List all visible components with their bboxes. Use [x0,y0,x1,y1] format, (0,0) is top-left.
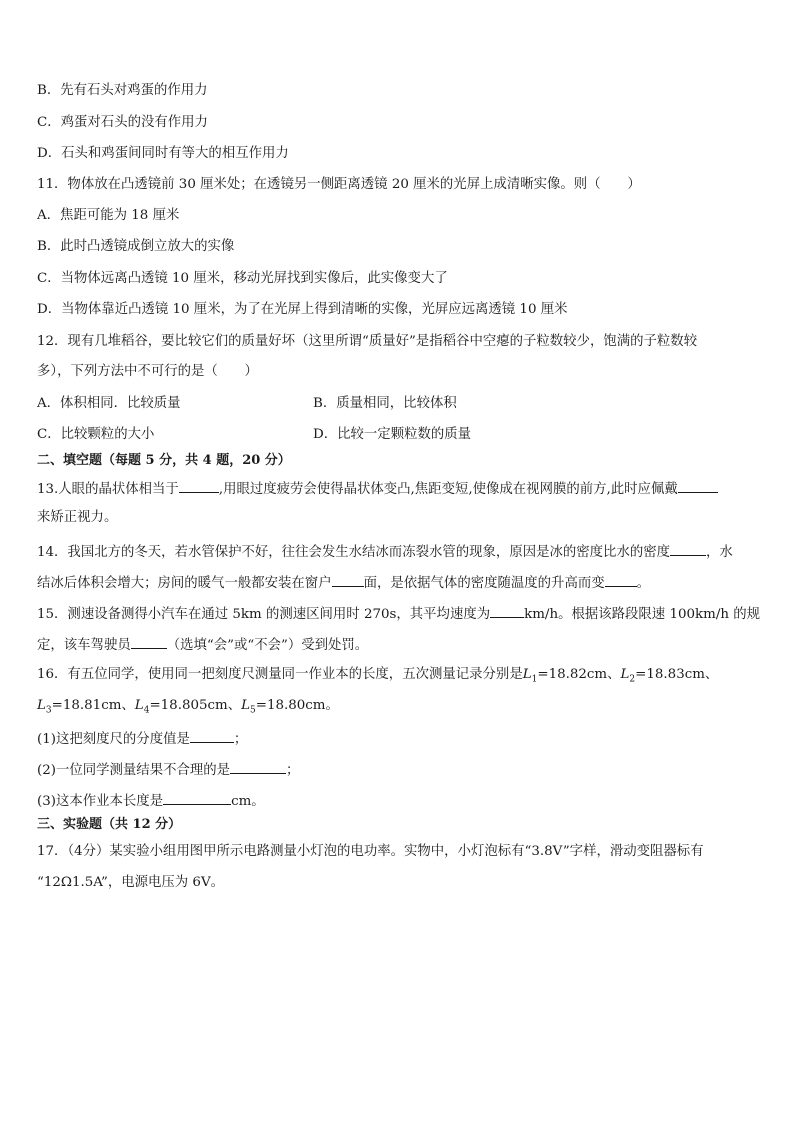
q13-blank-2[interactable] [678,478,718,493]
q16-l3-value: =18.81cm、 [51,698,135,713]
q16-sub2-blank[interactable] [230,759,286,774]
q16-l5-sub: 5 [250,705,256,716]
q10-option-b: B．先有石头对鸡蛋的作用力 [37,83,208,98]
q17-line1: 17．（4分）某实验小组用图甲所示电路测量小灯泡的电功率。实物中，小灯泡标有“3.8V”字样，滑动变阻器标有 [37,844,704,859]
q12-option-a: A．体积相同．比较质量 [37,396,181,411]
q10-option-d: D．石头和鸡蛋间同时有等大的相互作用力 [37,146,289,161]
q16-l4-value: =18.805cm、 [149,698,242,713]
q16-l2-sub: 2 [629,674,636,685]
q15-blank-1[interactable] [490,603,524,618]
section-fill-in-title: 二、填空题（每题 5 分，共 4 题，20 分） [37,453,291,468]
q16-l1-value: =18.82cm、 [537,667,621,682]
q14-text-3: 结冰后体积会增大；房间的暖气一般都安装在窗户 [37,576,332,591]
q13-line1 [37,478,718,500]
q12-option-b: B．质量相同，比较体积 [313,396,457,411]
q15-line1 [37,603,760,625]
q16-sub2-end: ； [286,763,300,778]
q14-blank-3[interactable] [605,572,637,587]
q16-stem-text: 16．有五位同学，使用同一把刻度尺测量同一作业本的长度，五次测量记录分别是 [37,667,523,682]
q14-blank-1[interactable] [670,541,706,556]
section-experiment-title: 三、实验题（共 12 分） [37,817,182,832]
q16-sub2-text: (2)一位同学测量结果不合理的是 [37,763,231,778]
q15-text-2: km/h。根据该路段限速 100km/h 的规 [524,607,760,622]
q14-line1 [37,541,733,563]
q16-sub3 [37,790,265,812]
q14-text-2: ，水 [706,545,733,560]
q13-blank-1[interactable] [179,478,219,493]
q16-sub1 [37,728,247,750]
q16-stem-line1 [37,665,718,690]
q14-line2 [37,572,650,594]
q15-text-3: 定，该车驾驶员 [37,638,131,653]
q11-option-c: C．当物体远离凸透镜 10 厘米，移动光屏找到实像后，此实像变大了 [37,271,448,286]
q14-blank-2[interactable] [332,572,364,587]
q16-sub3-end: cm。 [231,794,265,809]
q11-option-b: B．此时凸透镜成倒立放大的实像 [37,239,235,254]
q14-text-5: 。 [636,576,651,591]
q16-l4-sub: 4 [143,705,150,716]
q16-l2-value: =18.83cm、 [635,667,719,682]
q16-l3-symbol: L [37,698,46,713]
q12-option-c: C．比较颗粒的大小 [37,427,155,442]
q16-l2-symbol: L [620,667,630,682]
q11-option-d: D．当物体靠近凸透镜 10 厘米，为了在光屏上得到清晰的实像，光屏应远离透镜 10 厘米 [37,302,568,317]
q13-text-2: ,用眼过度疲劳会使得晶状体变凸,焦距变短,使像成在视网膜的前方,此时应佩戴 [218,482,678,497]
q12-options-row2 [37,425,757,445]
q12-options-row1 [37,394,757,414]
q11-option-a: A．焦距可能为 18 厘米 [37,208,180,223]
q15-text-1: 15．测速设备测得小汽车在通过 5km 的测速区间用时 270s，其平均速度为 [37,607,491,622]
q16-sub1-text: (1)这把刻度尺的分度值是 [37,732,190,747]
q16-l4-symbol: L [134,698,144,713]
q12-stem-line2: 多），下列方法中不可行的是（ ） [37,364,258,379]
q16-sub3-text: (3)这本作业本长度是 [37,794,164,809]
q16-stem-line2 [37,696,339,721]
q16-l1-symbol: L [522,667,532,682]
q15-text-4: （选填“会”或“不会”）受到处罚。 [166,638,369,653]
q16-sub1-blank[interactable] [190,728,234,743]
q16-l3-sub: 3 [45,705,52,716]
q12-stem-line1: 12．现有几堆稻谷，要比较它们的质量好坏（这里所谓“质量好”是指稻谷中空瘪的子粒数较少，饱满的子粒数较 [37,334,698,349]
q12-option-d: D．比较一定颗粒数的质量 [313,427,472,442]
q15-line2 [37,634,368,656]
q16-l5-value: =18.80cm。 [255,698,339,713]
q16-sub2 [37,759,299,781]
q17-line2: “12Ω1.5A”，电源电压为 6V。 [37,875,225,890]
q13-text-1: 13.人眼的晶状体相当于 [37,482,179,497]
q16-l1-sub: 1 [531,674,538,685]
q14-text-1: 14．我国北方的冬天，若水管保护不好，往往会发生水结冰而冻裂水管的现象，原因是冰的密度比水的密度 [37,545,671,560]
q16-sub1-end: ； [233,732,248,747]
q10-option-c: C．鸡蛋对石头的没有作用力 [37,115,208,130]
q11-stem: 11．物体放在凸透镜前 30 厘米处；在透镜另一侧距离透镜 20 厘米的光屏上成清晰实像。则（ ） [37,177,641,192]
q16-sub3-blank[interactable] [163,790,231,805]
q13-line2: 来矫正视力。 [37,510,118,525]
q16-l5-symbol: L [241,698,251,713]
q14-text-4: 面，是依据气体的密度随温度的升高而变 [363,576,605,591]
q15-blank-2[interactable] [131,634,167,649]
